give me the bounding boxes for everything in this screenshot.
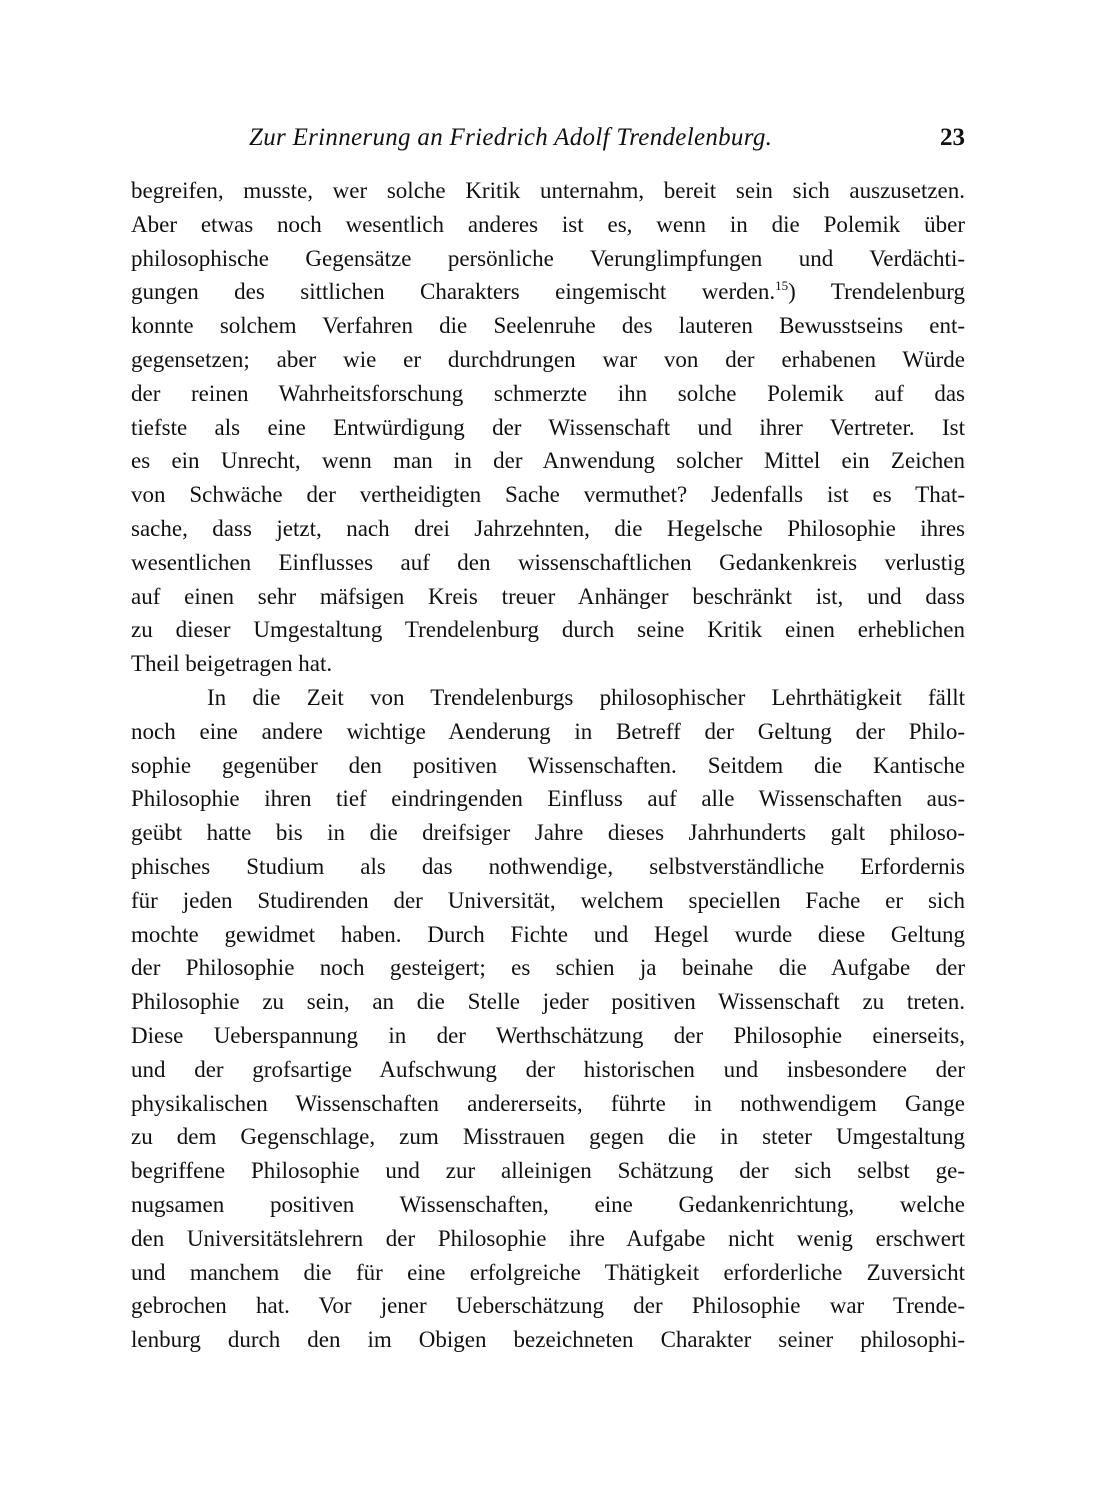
text-line: der Philosophie noch gesteigert; es schien ja beinahe die Aufgabe der xyxy=(131,955,965,981)
text-line: Philosophie zu sein, an die Stelle jeder positiven Wissenschaft zu treten. xyxy=(131,989,965,1015)
text-line: mochte gewidmet haben. Durch Fichte und Hegel wurde diese Geltung xyxy=(131,921,965,947)
text-line: lenburg durch den im Obigen bezeichneten Charakter seiner philosophi- xyxy=(131,1327,965,1353)
text-line: für jeden Studirenden der Universität, welchem speciellen Fache er sich xyxy=(131,887,965,913)
text-line: phisches Studium als das nothwendige, selbstverständliche Erfordernis xyxy=(131,853,965,879)
page-number: 23 xyxy=(940,124,965,151)
text-line: nugsamen positiven Wissenschaften, eine Gedankenrichtung, welche xyxy=(131,1191,965,1217)
text-line: Aber etwas noch wesentlich anderes ist es, wenn in die Polemik über xyxy=(131,211,965,237)
body-text xyxy=(131,174,965,1357)
text-line: Theil beigetragen hat. xyxy=(131,651,333,677)
text-line: physikalischen Wissenschaften andererseits, führte in nothwendigem Gange xyxy=(131,1090,965,1116)
text-line: und der grofsartige Aufschwung der historischen und insbesondere der xyxy=(131,1056,965,1082)
text-line: noch eine andere wichtige Aenderung in Betreff der Geltung der Philo- xyxy=(131,718,965,744)
text-line: sophie gegenüber den positiven Wissenschaften. Seitdem die Kantische xyxy=(131,752,965,778)
text-line-part: gungen des sittlichen Charakters eingemischt werden. xyxy=(131,279,776,305)
paragraph-2 xyxy=(131,681,965,1357)
text-line: den Universitätslehrern der Philosophie ihre Aufgabe nicht wenig erschwert xyxy=(131,1225,965,1251)
text-line: wesentlichen Einflusses auf den wissenschaftlichen Gedankenkreis verlustig xyxy=(131,549,965,575)
text-line: tiefste als eine Entwürdigung der Wissenschaft und ihrer Vertreter. Ist xyxy=(131,414,965,440)
running-title: Zur Erinnerung an Friedrich Adolf Trendelenburg. xyxy=(249,124,773,151)
text-line: In die Zeit von Trendelenburgs philosophischer Lehrthätigkeit fällt xyxy=(207,684,965,710)
text-line: zu dieser Umgestaltung Trendelenburg durch seine Kritik einen erheblichen xyxy=(131,617,965,643)
text-line: und manchem die für eine erfolgreiche Thätigkeit erforderliche Zuversicht xyxy=(131,1259,965,1285)
text-line: philosophische Gegensätze persönliche Verunglimpfungen und Verdächti- xyxy=(131,245,965,271)
text-line-with-footnote xyxy=(131,275,965,309)
text-line: zu dem Gegenschlage, zum Misstrauen gegen die in steter Umgestaltung xyxy=(131,1124,965,1150)
text-line: begriffene Philosophie und zur alleinigen Schätzung der sich selbst ge- xyxy=(131,1158,965,1184)
text-line-part: ) Trendelenburg xyxy=(788,279,965,305)
text-line: geübt hatte bis in die dreifsiger Jahre dieses Jahrhunderts galt philoso- xyxy=(131,820,965,846)
text-line: der reinen Wahrheitsforschung schmerzte ihn solche Polemik auf das xyxy=(131,380,965,406)
running-head xyxy=(131,124,965,158)
text-line: Philosophie ihren tief eindringenden Einfluss auf alle Wissenschaften aus- xyxy=(131,786,965,812)
text-line: von Schwäche der vertheidigten Sache vermuthet? Jedenfalls ist es That- xyxy=(131,482,965,508)
text-line: gebrochen hat. Vor jener Ueberschätzung der Philosophie war Trende- xyxy=(131,1293,965,1319)
text-line: gegensetzen; aber wie er durchdrungen war von der erhabenen Würde xyxy=(131,346,965,372)
text-line: Diese Ueberspannung in der Werthschätzung der Philosophie einerseits, xyxy=(131,1022,965,1048)
footnote-reference[interactable]: 15 xyxy=(775,278,789,294)
text-line: auf einen sehr mäfsigen Kreis treuer Anhänger beschränkt ist, und dass xyxy=(131,583,965,609)
paragraph-1 xyxy=(131,174,965,681)
text-line: konnte solchem Verfahren die Seelenruhe des lauteren Bewusstseins ent- xyxy=(131,313,965,339)
text-line: begreifen, musste, wer solche Kritik unternahm, bereit sein sich auszusetzen. xyxy=(131,178,965,203)
text-line: sache, dass jetzt, nach drei Jahrzehnten, die Hegelsche Philosophie ihres xyxy=(131,515,965,541)
text-line: es ein Unrecht, wenn man in der Anwendung solcher Mittel ein Zeichen xyxy=(131,448,965,474)
